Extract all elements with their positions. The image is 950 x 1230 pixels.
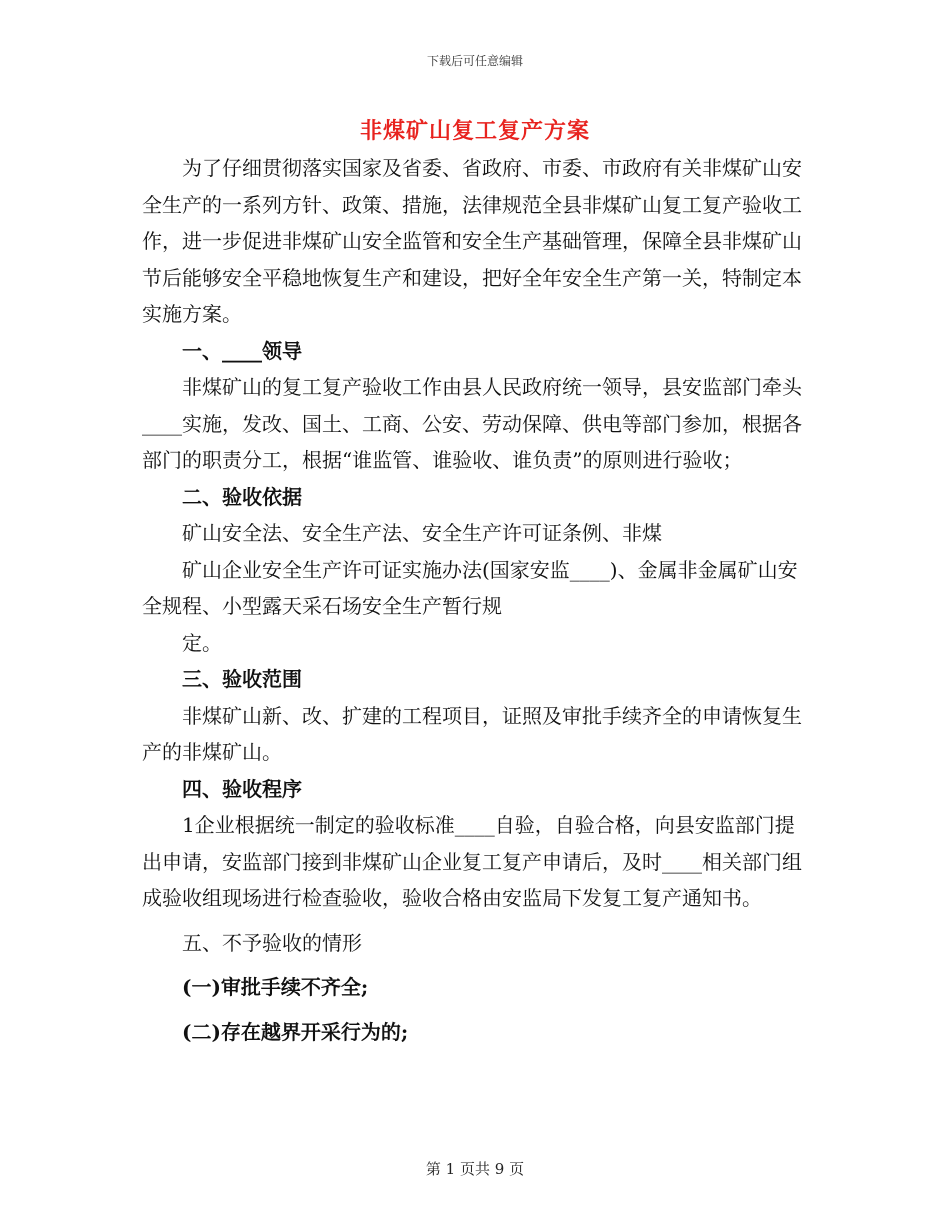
- section-paragraph-2b: 矿山企业安全生产许可证实施办法(国家安监____)、金属非金属矿山安全规程、小型露天采石场安全生产暂行规: [142, 557, 798, 618]
- section-heading-1: 一、____领导: [182, 338, 302, 363]
- section-paragraph-3: 非煤矿山新、改、扩建的工程项目，证照及审批手续齐全的申请恢复生产的非煤矿山。: [142, 703, 802, 764]
- document-body: [142, 150, 812, 1050]
- section-heading-2: 二、验收依据: [182, 484, 302, 509]
- section-heading-5: 五、不予验收的情形: [182, 930, 362, 955]
- section-paragraph-4: 1企业根据统一制定的验收标准____自验，自验合格，向县安监部门提出申请，安监部门接到非煤矿山企业复工复产申请后，及时____相关部门组成验收组现场进行检查验收，验收合格由安监局下发复工复产通知书。: [142, 813, 802, 910]
- section-paragraph-2a: 矿山安全法、安全生产法、安全生产许可证条例、非煤: [182, 521, 662, 545]
- header-note: 下载后可任意编辑: [426, 54, 523, 68]
- section-heading-3: 三、验收范围: [182, 667, 302, 691]
- list-item-2: (二)存在越界开采行为的;: [182, 1019, 409, 1044]
- spacer: [142, 1006, 812, 1014]
- document-title: 非煤矿山复工复产方案: [359, 118, 590, 144]
- page-footer: 第 1 页共 9 页: [425, 1160, 525, 1178]
- section-paragraph-2c: 定。: [182, 630, 222, 655]
- spacer: [142, 961, 812, 969]
- spacer: [142, 917, 812, 925]
- section-paragraph-1: 非煤矿山的复工复产验收工作由县人民政府统一领导，县安监部门牵头____实施，发改、国土、工商、公安、劳动保障、供电等部门参加，根据各部门的职责分工，根据“谁监管、谁验收、谁负责”的原则进行验收；: [142, 375, 802, 472]
- section-heading-4: 四、验收程序: [182, 776, 302, 801]
- intro-paragraph: 为了仔细贯彻落实国家及省委、省政府、市委、市政府有关非煤矿山安全生产的一系列方针、政策、措施，法律规范全县非煤矿山复工复产验收工作，进一步促进非煤矿山安全监管和安全生产基础管理，保障全县非煤矿山节后能够安全平稳地恢复生产和建设，把好全年安全生产第一关，特制定本实施方案。: [142, 156, 802, 326]
- list-item-1: (一)审批手续不齐全;: [182, 975, 369, 999]
